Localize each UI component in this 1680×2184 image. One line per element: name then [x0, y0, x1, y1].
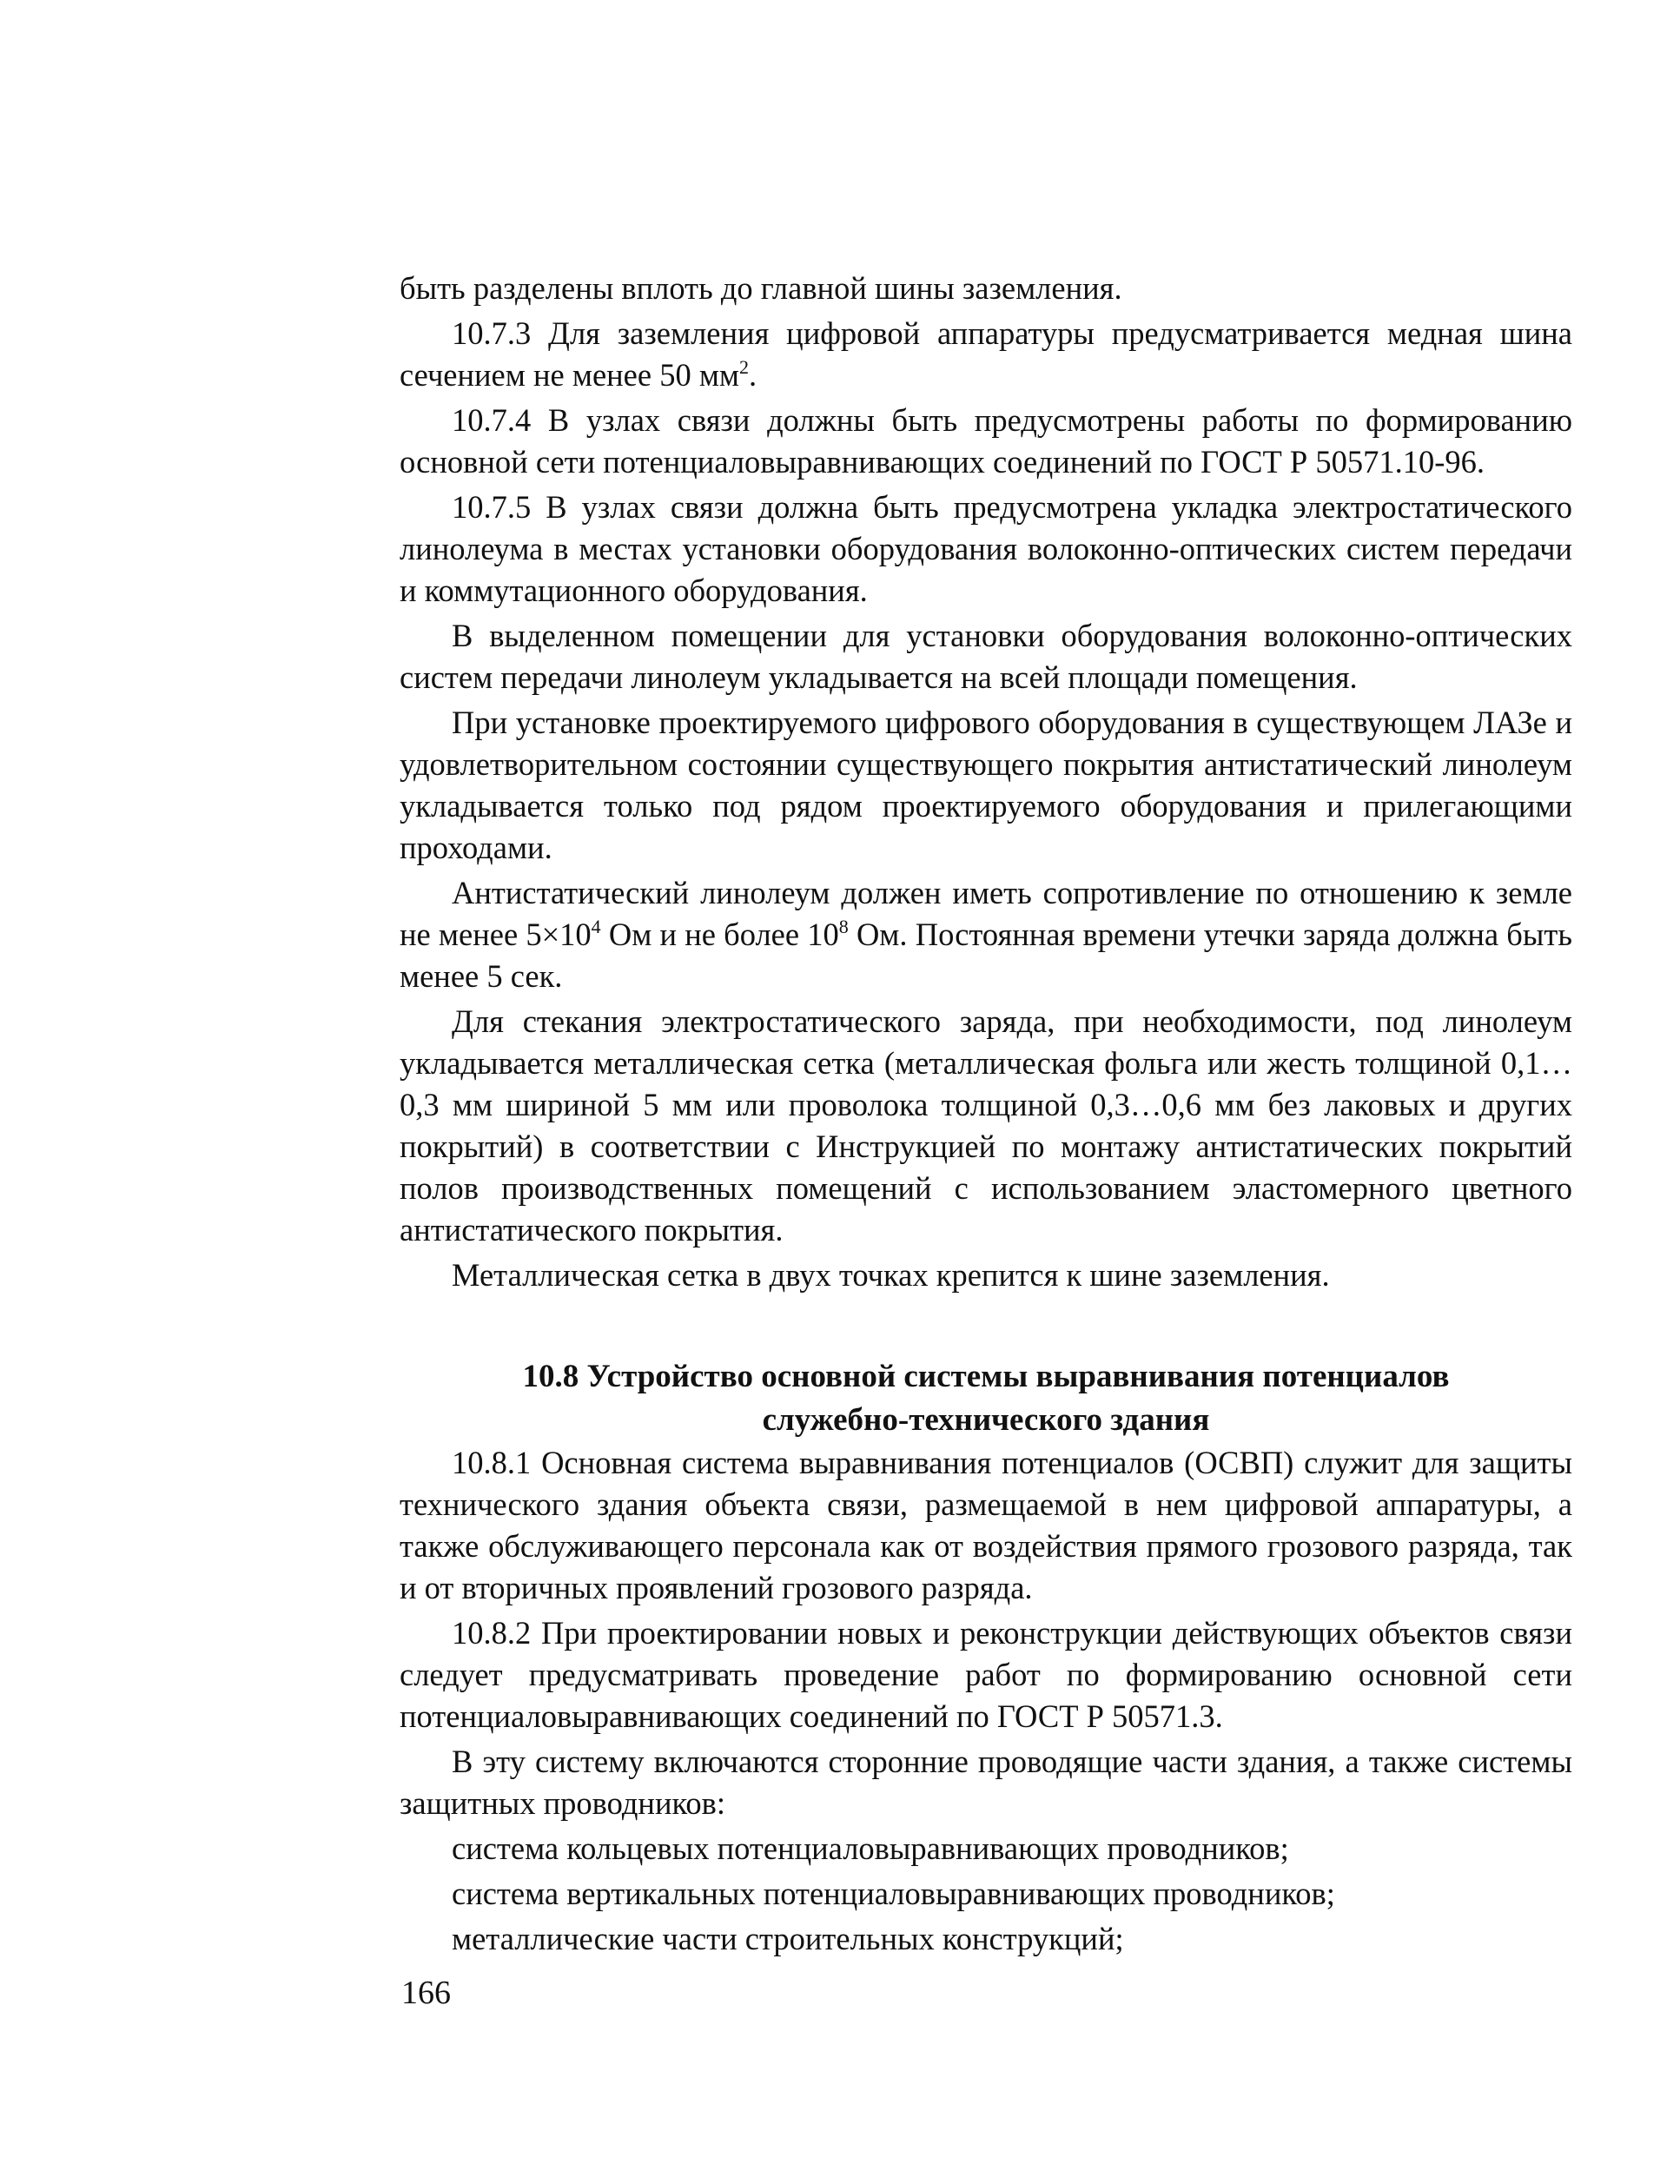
paragraph-mesh-grounding: Металлическая сетка в двух точках крепится к шине заземления.	[452, 1257, 1330, 1293]
paragraph-continuation: быть разделены вплоть до главной шины заземления.	[400, 270, 1122, 306]
paragraph-resistance	[400, 872, 1572, 997]
section-heading-line-2: служебно-технического здания	[762, 1402, 1210, 1438]
paragraph-resistance-c: Ом. Постоянная времени утечки заряда должна быть менее 5 сек.	[400, 917, 1572, 994]
page-content	[400, 268, 1572, 1963]
paragraph-system-includes: В эту систему включаются сторонние проводящие части здания, а также системы защитных проводников:	[400, 1744, 1572, 1821]
paragraph-metal-mesh: Для стекания электростатического заряда, при необходимости, под линолеум укладывается металлическая сетка (металлическая фольга или жесть толщиной 0,1…0,3 мм шириной 5 мм или проволока толщиной 0,3…0,6 мм без лаковых и других покрытий) в соответствии с Инструкцией по монтажу антистатических покрытий полов производственных помещений с использованием эластомерного цветного антистатического покрытия.	[400, 1003, 1572, 1248]
superscript-4: 4	[591, 916, 601, 937]
list-item: система вертикальных потенциаловыравнивающих проводников;	[452, 1876, 1335, 1911]
page-number: 166	[401, 1975, 451, 2011]
section-heading-line-1: 10.8 Устройство основной системы выравнивания потенциалов	[522, 1359, 1450, 1394]
paragraph-10-7-3-tail: .	[749, 357, 757, 393]
paragraph-10-7-3	[400, 313, 1572, 396]
list-item: система кольцевых потенциаловыравнивающих проводников;	[452, 1830, 1289, 1866]
superscript-2: 2	[739, 356, 750, 378]
paragraph-10-8-1: 10.8.1 Основная система выравнивания потенциалов (ОСВП) служит для защиты технического здания объекта связи, размещаемой в нем цифровой аппаратуры, а также обслуживающего персонала как от воздействия прямого грозового разряда, так и от вторичных проявлений грозового разряда.	[400, 1445, 1572, 1605]
paragraph-10-8-2: 10.8.2 При проектировании новых и реконструкции действующих объектов связи следует предусматривать проведение работ по формированию основной сети потенциаловыравнивающих соединений по ГОСТ Р 50571.3.	[400, 1615, 1572, 1734]
paragraph-resistance-a: Антистатический линолеум должен иметь сопротивление по отношению к земле не менее 5×10	[400, 875, 1572, 952]
list-item: металлические части строительных конструкций;	[452, 1921, 1124, 1956]
paragraph-10-7-3-text: 10.7.3 Для заземления цифровой аппаратуры предусматривается медная шина сечением не менее 50 мм	[400, 315, 1572, 393]
superscript-8: 8	[838, 916, 849, 937]
paragraph-10-7-5: 10.7.5 В узлах связи должна быть предусмотрена укладка электростатического линолеума в местах установки оборудования волоконно-оптических систем передачи и коммутационного оборудования.	[400, 489, 1572, 608]
paragraph-existing-laz: При установке проектируемого цифрового оборудования в существующем ЛАЗе и удовлетворительном состоянии существующего покрытия антистатический линолеум укладывается только под рядом проектируемого оборудования и прилегающими проходами.	[400, 705, 1572, 865]
paragraph-10-7-4: 10.7.4 В узлах связи должны быть предусмотрены работы по формированию основной сети потенциаловыравнивающих соединений по ГОСТ Р 50571.10-96.	[400, 402, 1572, 480]
paragraph-resistance-b: Ом и не более 10	[600, 917, 839, 952]
paragraph-dedicated-room: В выделенном помещении для установки оборудования волоконно-оптических систем передачи линолеум укладывается на всей площади помещения.	[400, 618, 1572, 695]
section-heading-10-8	[400, 1355, 1572, 1442]
